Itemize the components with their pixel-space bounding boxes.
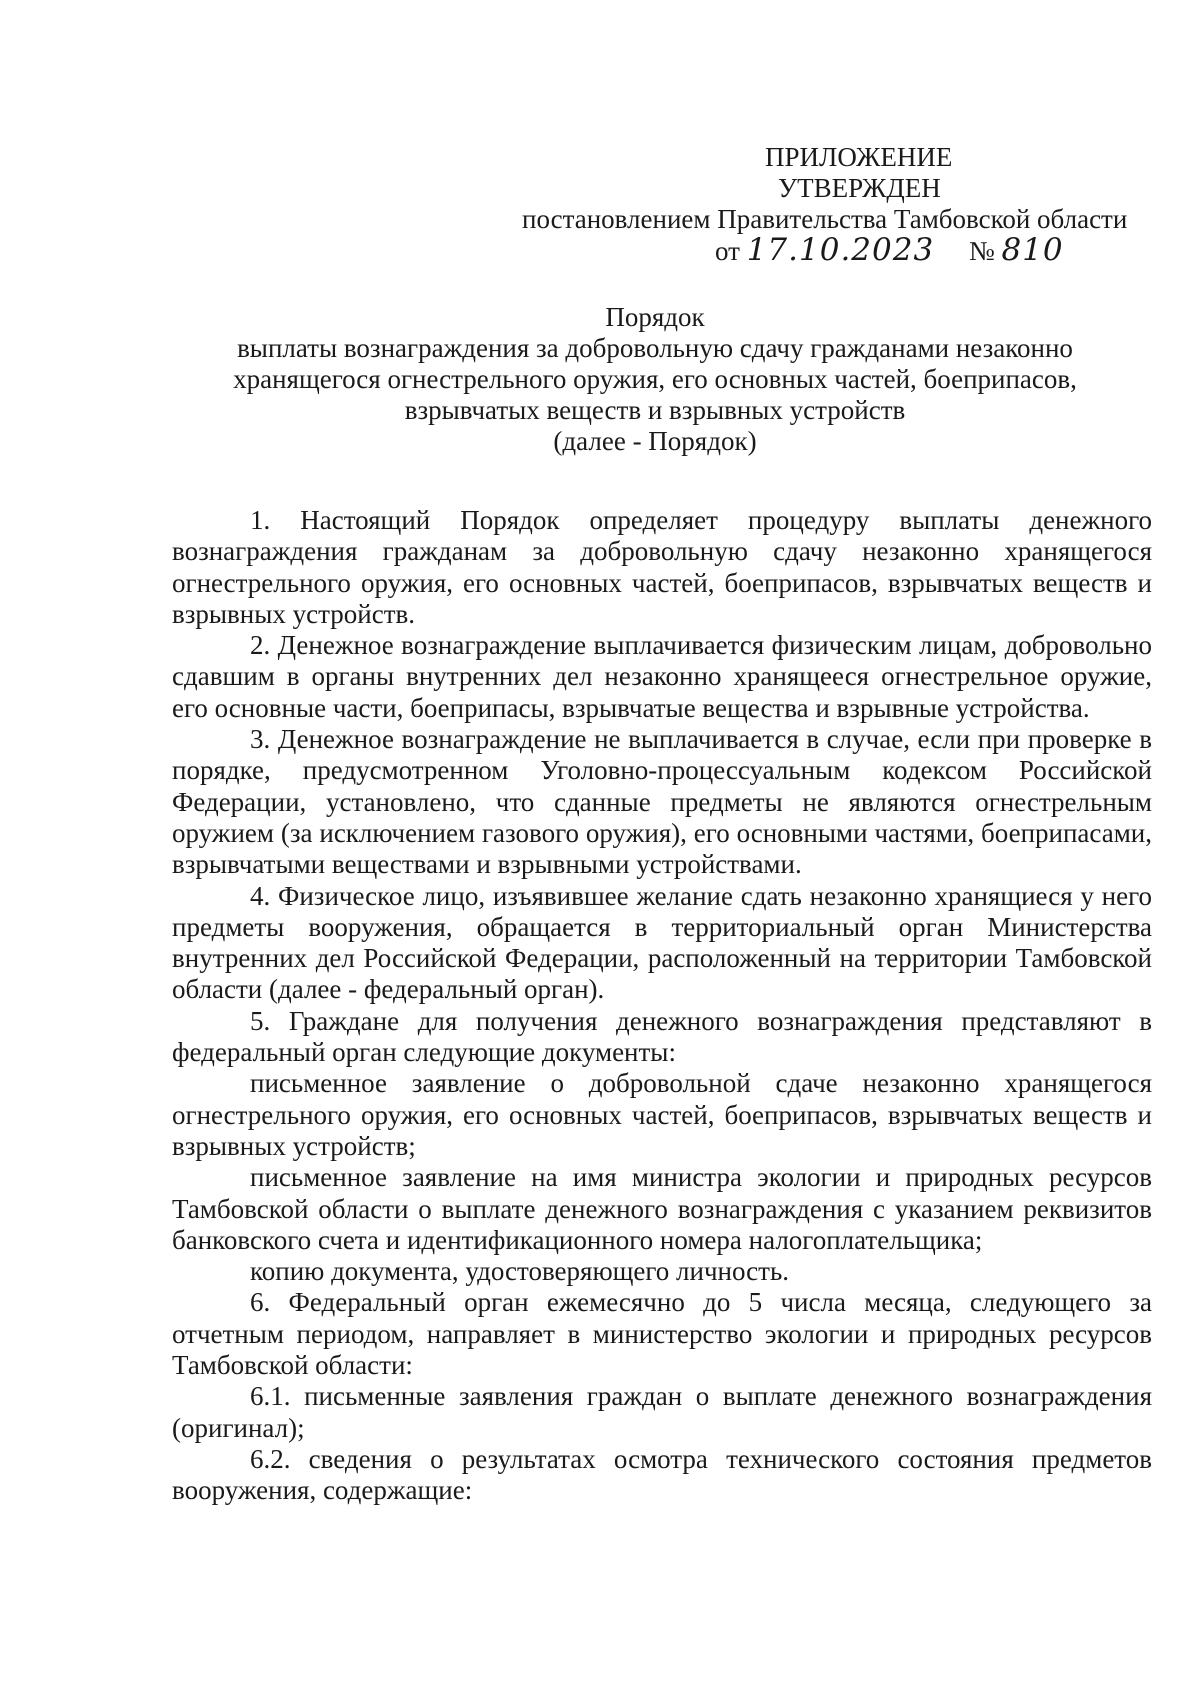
paragraph-4: 4. Физическое лицо, изъявившее желание сдать незаконно хранящиеся у него предметы вооружения, обращается в территориальный орган Министерства внутренних дел Российской Федерации, расположенный на территории Тамбовской области (далее - федеральный орган). xyxy=(172,880,1152,1005)
paragraph-6-1: 6.1. письменные заявления граждан о выплате денежного вознаграждения (оригинал); xyxy=(172,1381,1152,1443)
paragraph-6-2: 6.2. сведения о результатах осмотра технического состояния предметов вооружения, содержащие: xyxy=(172,1443,1152,1506)
paragraph-5-item-2: письменное заявление на имя министра экологии и природных ресурсов Тамбовской области о выплате денежного вознаграждения с указанием реквизитов банковского счета и идентификационного номера налогоплательщика; xyxy=(172,1162,1152,1255)
date-number-line xyxy=(715,232,1200,268)
approved-label: УТВЕРЖДЕН xyxy=(778,173,941,203)
title-line: взрывчатых веществ и взрывных устройств xyxy=(404,395,906,425)
title-line: выплаты вознаграждения за добровольную сдачу гражданами незаконно xyxy=(237,333,1073,363)
annex-title: ПРИЛОЖЕНИЕ xyxy=(765,142,953,172)
number-prefix: № xyxy=(968,236,995,266)
document-body xyxy=(172,505,1152,1507)
date-prefix: от xyxy=(715,236,740,266)
handwritten-number: 810 xyxy=(1001,232,1064,268)
paragraph-5-item-3: копию документа, удостоверяющего личность. xyxy=(250,1256,790,1287)
paragraph-6: 6. Федеральный орган ежемесячно до 5 числа месяца, следующего за отчетным периодом, направляет в министерство экологии и природных ресурсов Тамбовской области: xyxy=(172,1287,1152,1381)
paragraph-5: 5. Граждане для получения денежного вознаграждения представляют в федеральный орган следующие документы: xyxy=(172,1005,1152,1068)
title-heading: Порядок xyxy=(605,302,705,332)
handwritten-date: 17.10.2023 xyxy=(746,232,935,268)
paragraph-1: 1. Настоящий Порядок определяет процедуру выплаты денежного вознаграждения гражданам за добровольную сдачу незаконно хранящегося огнестрельного оружия, его основных частей, боеприпасов, взрывчатых веществ и взрывных устройств. xyxy=(172,505,1152,629)
paragraph-3: 3. Денежное вознаграждение не выплачивается в случае, если при проверке в порядке, предусмотренном Уголовно-процессуальным кодексом Российской Федерации, установлено, что сданные предметы не являются огнестрельным оружием (за исключением газового оружия), его основными частями, боеприпасами, взрывчатыми веществами и взрывными устройствами. xyxy=(172,724,1152,880)
resolution-text: постановлением Правительства Тамбовской области xyxy=(522,204,1128,234)
paragraph-2: 2. Денежное вознаграждение выплачивается физическим лицам, добровольно сдавшим в органы внутренних дел незаконно хранящееся огнестрельное оружие, его основные части, боеприпасы, взрывчатые вещества и взрывные устройства. xyxy=(172,630,1152,723)
approval-header xyxy=(522,142,1200,268)
title-line: хранящегося огнестрельного оружия, его основных частей, боеприпасов, xyxy=(233,364,1077,394)
paragraph-5-item-1: письменное заявление о добровольной сдаче незаконно хранящегося огнестрельного оружия, его основных частей, боеприпасов, взрывчатых веществ и взрывных устройств; xyxy=(172,1068,1152,1161)
document-title xyxy=(170,302,1140,457)
title-line: (далее - Порядок) xyxy=(553,426,757,456)
